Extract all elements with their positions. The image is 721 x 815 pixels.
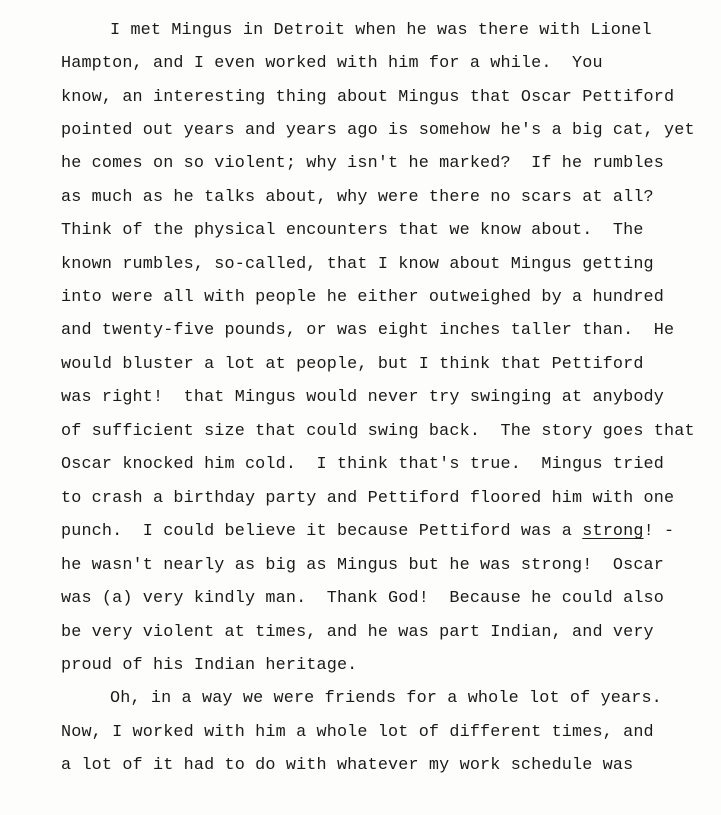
text-line: and twenty-five pounds, or was eight inches taller than. He [61, 321, 675, 340]
text-line: pointed out years and years ago is somehow he's a big cat, yet [61, 121, 695, 140]
text-line: Oscar knocked him cold. I think that's true. Mingus tried [61, 455, 665, 474]
text-line: know, an interesting thing about Mingus that Oscar Pettiford [61, 88, 675, 107]
text-line: a lot of it had to do with whatever my work schedule was [61, 756, 634, 775]
text-line: Hampton, and I even worked with him for a while. You [61, 54, 603, 73]
text-line: he wasn't nearly as big as Mingus but he was strong! Oscar [61, 556, 665, 575]
underlined-word: strong [582, 522, 644, 541]
text-line: I met Mingus in Detroit when he was there with Lionel [110, 21, 652, 40]
text-segment: punch. I could believe it because Pettiford was a [61, 522, 583, 541]
text-line: of sufficient size that could swing back. The story goes that [61, 422, 695, 441]
text-line-with-underline [61, 522, 674, 542]
text-line: was right! that Mingus would never try swinging at anybody [61, 388, 665, 407]
text-line: Now, I worked with him a whole lot of different times, and [61, 723, 654, 742]
text-segment: ! - [643, 522, 675, 541]
text-line: to crash a birthday party and Pettiford floored him with one [61, 489, 675, 508]
text-line: proud of his Indian heritage. [61, 656, 358, 675]
text-line: Think of the physical encounters that we know about. The [61, 221, 644, 240]
text-line: known rumbles, so-called, that I know about Mingus getting [61, 255, 654, 274]
text-line: into were all with people he either outweighed by a hundred [61, 288, 665, 307]
text-line: would bluster a lot at people, but I think that Pettiford [61, 355, 644, 374]
text-line: be very violent at times, and he was part Indian, and very [61, 623, 654, 642]
text-line: was (a) very kindly man. Thank God! Because he could also [61, 589, 665, 608]
text-line: Oh, in a way we were friends for a whole lot of years. [110, 689, 662, 708]
text-line: as much as he talks about, why were there no scars at all? [61, 188, 654, 207]
text-line: he comes on so violent; why isn't he marked? If he rumbles [61, 154, 665, 173]
